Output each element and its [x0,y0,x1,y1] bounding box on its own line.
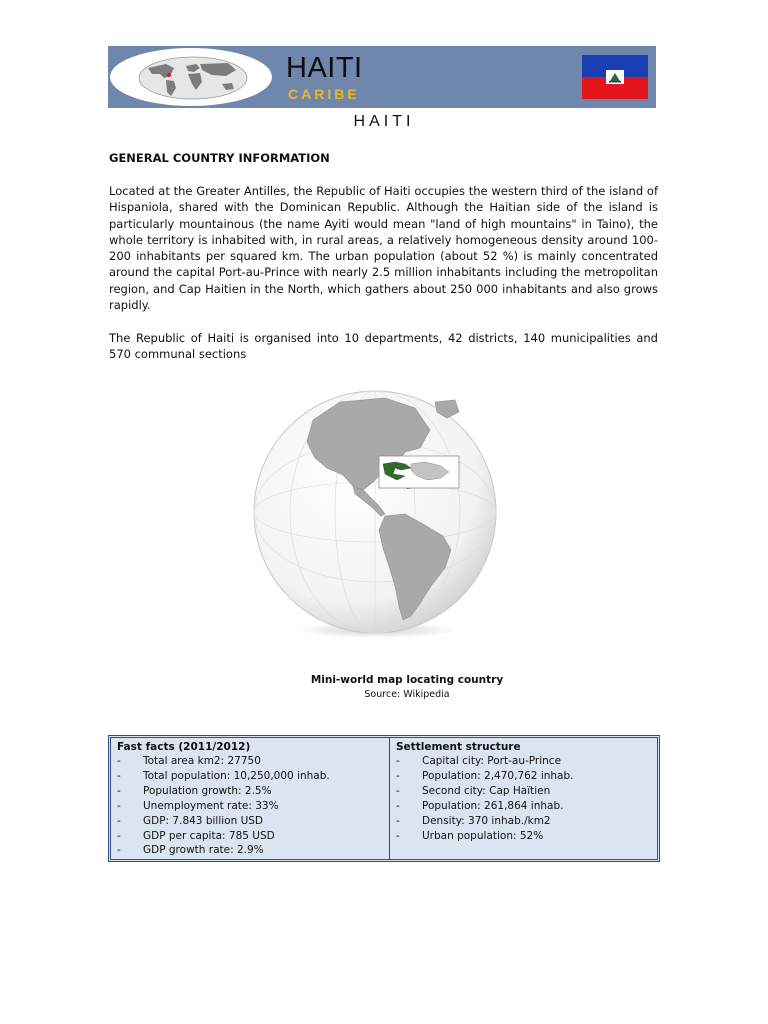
bullet-dash: - [396,814,400,827]
list-item [396,829,651,844]
list-item [396,799,651,814]
settlement-list [396,754,651,843]
list-item [396,754,651,769]
bullet-dash: - [117,814,121,827]
list-item-text: Capital city: Port-au-Prince [422,755,562,767]
paragraph-administration: The Republic of Haiti is organised into 10 departments, 42 districts, 140 municipalities and 570 communal sections [109,331,658,362]
list-item-text: Total population: 10,250,000 inhab. [143,769,330,782]
bullet-dash: - [396,769,400,782]
fast-facts-heading: Fast facts (2011/2012) [117,741,251,753]
figure-caption: Mini-world map locating country [310,674,504,686]
list-item-text: Population growth: 2.5% [143,784,272,797]
list-item-text: GDP: 7.843 billion USD [143,814,264,827]
list-item [117,784,383,799]
bullet-dash: - [117,769,121,782]
facts-table [108,735,660,862]
list-item [117,829,383,844]
list-item-text: GDP per capita: 785 USD [143,829,275,842]
list-item-text: GDP growth rate: 2.9% [143,844,264,857]
list-item [396,784,651,799]
haiti-flag [582,55,648,99]
list-item [117,769,383,784]
header-banner [108,46,656,108]
world-globe-map [245,390,505,640]
list-item-text: Population: 2,470,762 inhab. [422,769,574,782]
figure-source: Source: Wikipedia [364,689,450,700]
list-item-text: Total area km2: 27750 [143,755,261,767]
paragraph-overview: Located at the Greater Antilles, the Republic of Haiti occupies the western third of the island of Hispaniola, shared with the Dominican Republic. Although the Haitian side of the island is particularly mountainous (the name Ayiti would mean "land of high mountains" in Taino), the whole territory is inhabited with, in rural areas, a relatively homogeneous density around 100-200 inhabitants per squared km. The urban population (about 52 %) is mainly concentrated around the capital Port-au-Prince with nearly 2.5 million inhabitants including the metropolitan region, and Cap Haitien in the North, which gathers about 250 000 inhabitants and also grows rapidly. [109,184,658,313]
list-item-text: Density: 370 inhab./km2 [422,814,551,827]
list-item [396,814,651,829]
list-item [117,843,383,858]
bullet-dash: - [396,829,400,842]
document-title: HAITI [353,113,415,130]
banner-title: HAITI [286,52,363,84]
world-map-icon [138,56,248,100]
settlement-heading: Settlement structure [396,741,521,753]
settlement-column [390,738,657,859]
list-item-text: Population: 261,864 inhab. [422,799,564,812]
list-item [117,799,383,814]
list-item-text: Urban population: 52% [422,829,544,842]
bullet-dash: - [117,784,121,797]
section-heading: GENERAL COUNTRY INFORMATION [109,151,330,165]
list-item-text: Second city: Cap Haïtien [422,784,551,797]
bullet-dash: - [396,784,400,797]
bullet-dash: - [117,829,121,842]
bullet-dash: - [117,755,121,767]
bullet-dash: - [396,799,400,812]
fast-facts-list [117,754,383,858]
fast-facts-column [111,738,390,859]
list-item [117,754,383,769]
bullet-dash: - [117,844,121,857]
list-item [117,814,383,829]
bullet-dash: - [117,799,121,812]
list-item [396,769,651,784]
banner-subtitle: CARIBE [288,86,360,102]
list-item-text: Unemployment rate: 33% [143,799,279,812]
bullet-dash: - [396,755,400,767]
